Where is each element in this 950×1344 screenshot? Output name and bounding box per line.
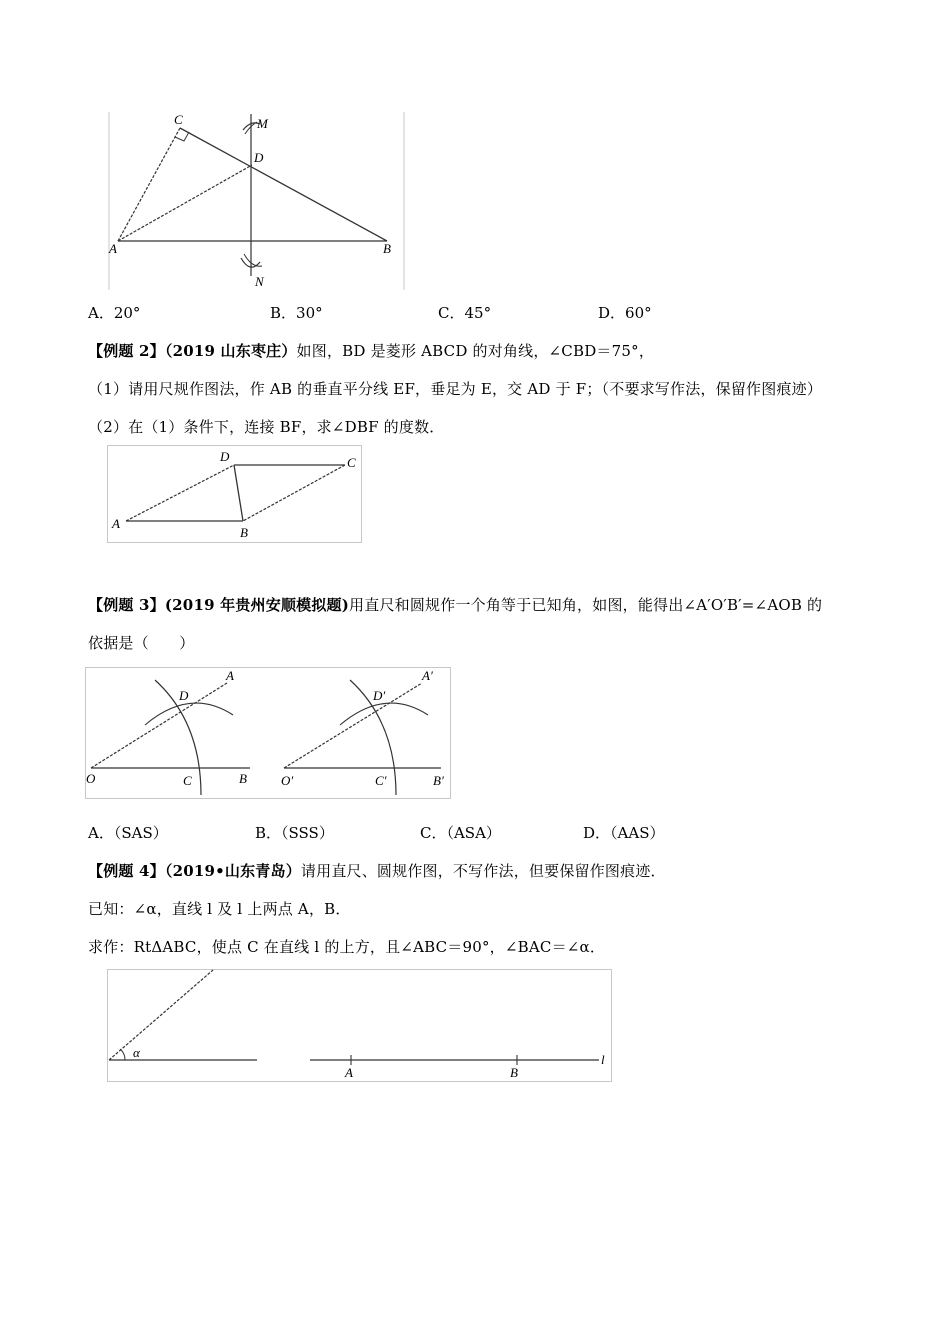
example3-stem-line2: 依据是（ ） [88,634,195,652]
label-b: B [240,525,248,540]
label-a-prime: A′ [422,668,433,683]
label-c-prime: C′ [375,773,387,788]
label-b: B [239,771,247,786]
label-d-prime: D′ [373,688,386,703]
figure-angle-line [107,969,613,1083]
label-a: A [345,1065,353,1080]
figure-rhombus [107,445,363,544]
label-b: B [510,1065,518,1080]
option-b[interactable]: B．（SSS） [255,824,334,842]
option-b[interactable]: B．30° [270,304,323,322]
label-o-prime: O′ [281,773,294,788]
label-c: C [183,773,192,788]
example4-given: 已知：∠α，直线 l 及 l 上两点 A，B． [88,900,351,918]
figure-angle-copy [85,667,452,800]
example2-part2: （2）在（1）条件下，连接 BF，求∠DBF 的度数． [88,418,445,436]
example2-source: （2019 山东枣庄） [164,342,297,360]
label-b-prime: B′ [433,773,444,788]
label-m: M [257,116,268,131]
example4-source: （2019•山东青岛） [164,862,301,880]
example4-stem: 请用直尺、圆规作图，不写作法，但要保留作图痕迹． [300,862,666,880]
figure-triangle-bisector [104,108,408,294]
example3-heading [88,594,822,615]
example3-tag: 【例题 3】 [88,596,165,614]
example4-construct: 求作：RtΔABC，使点 C 在直线 l 的上方，且∠ABC＝90°，∠BAC＝∠α． [88,938,606,956]
example2-stem: 如图，BD 是菱形 ABCD 的对角线，∠CBD＝75°， [296,342,655,360]
example3-stem-line1: 用直尺和圆规作一个角等于已知角，如图，能得出∠A′O′B′=∠AOB 的 [349,596,823,614]
example4-heading [88,860,666,881]
label-c: C [347,455,356,470]
label-alpha: α [133,1045,140,1060]
label-b: B [383,241,391,256]
label-l: l [601,1052,605,1067]
example2-heading [88,340,654,361]
label-d: D [179,688,189,703]
option-c[interactable]: C．45° [438,304,492,322]
label-a: A [109,241,117,256]
example2-tag: 【例题 2】 [88,342,165,360]
option-d[interactable]: D．60° [598,304,652,322]
option-a[interactable]: A．20° [88,304,141,322]
label-n: N [255,274,264,289]
example4-tag: 【例题 4】 [88,862,165,880]
label-d: D [254,150,264,165]
label-a: A [112,516,120,531]
example3-source: (2019 年贵州安顺模拟题) [164,596,350,614]
label-d: D [220,449,230,464]
option-d[interactable]: D．（AAS） [583,824,665,842]
option-c[interactable]: C．（ASA） [420,824,501,842]
example2-part1: （1）请用尺规作图法，作 AB 的垂直平分线 EF，垂足为 E，交 AD 于 F；（不要求写作法，保留作图痕迹） [88,380,823,398]
label-o: O [86,771,96,786]
label-c: C [174,112,183,127]
option-a[interactable]: A．（SAS） [88,824,168,842]
label-a: A [226,668,234,683]
